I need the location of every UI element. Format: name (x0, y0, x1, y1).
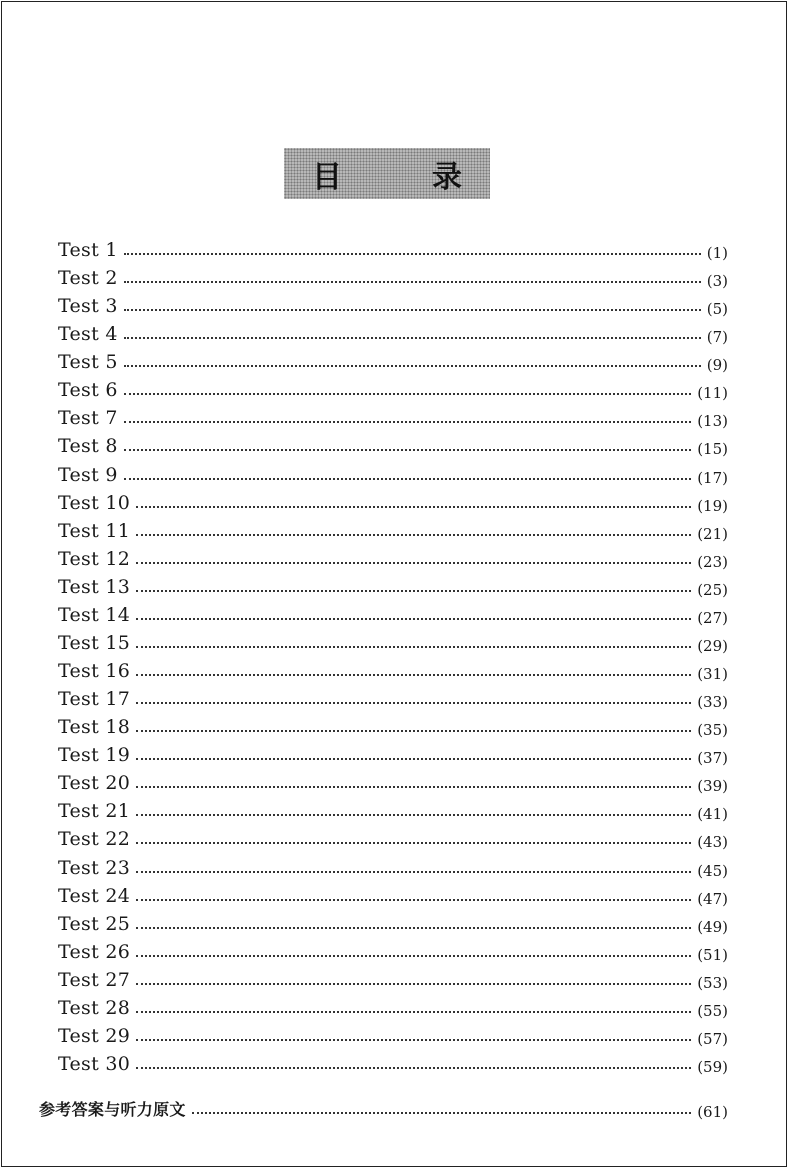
toc-leader-dots (124, 309, 701, 311)
toc-entry-page: (1) (706, 244, 728, 262)
toc-entry-page: (53) (697, 974, 728, 992)
toc-entry-page: (19) (697, 497, 728, 515)
toc-entry-label: Test 16 (58, 660, 131, 682)
toc-leader-dots (192, 1112, 692, 1114)
toc-leader-dots (136, 646, 691, 648)
toc-entry (58, 432, 728, 460)
toc-entry-label: Test 23 (58, 857, 131, 879)
toc-entry (58, 461, 728, 489)
toc-entry-label: Test 27 (58, 969, 131, 991)
toc-entry-label: Test 22 (58, 828, 131, 850)
toc-title: 目 录 (312, 159, 492, 195)
toc-entry (58, 292, 728, 320)
toc-leader-dots (136, 871, 691, 873)
toc-entry-page: (25) (697, 581, 728, 599)
toc-leader-dots (124, 365, 701, 367)
toc-entry-answers (39, 1095, 728, 1123)
toc-entry-page: (43) (697, 833, 728, 851)
toc-entry-label: Test 3 (58, 295, 118, 317)
toc-entry (58, 1050, 728, 1078)
toc-leader-dots (136, 1011, 691, 1013)
toc-leader-dots (136, 758, 691, 760)
toc-entry (58, 825, 728, 853)
toc-leader-dots (136, 1039, 691, 1041)
toc-entry-page: (23) (697, 553, 728, 571)
toc-entry (58, 489, 728, 517)
toc-entry (58, 938, 728, 966)
toc-entry-label: Test 21 (58, 800, 131, 822)
document-page (1, 1, 787, 1167)
toc-entry (58, 404, 728, 432)
toc-entry-label: Test 2 (58, 267, 118, 289)
toc-entry-label: Test 14 (58, 604, 131, 626)
toc-leader-dots (124, 253, 701, 255)
toc-entry-label: Test 11 (58, 520, 131, 542)
toc-entry (58, 236, 728, 264)
toc-entry-page: (33) (697, 693, 728, 711)
toc-entry-page: (29) (697, 637, 728, 655)
toc-entry-page: (35) (697, 721, 728, 739)
toc-entry-page: (11) (697, 384, 728, 402)
toc-entry (58, 1022, 728, 1050)
toc-entry-label: Test 1 (58, 239, 118, 261)
toc-entry-label: Test 10 (58, 492, 131, 514)
toc-leader-dots (136, 1067, 691, 1069)
toc-entry-label: Test 4 (58, 323, 118, 345)
toc-leader-dots (136, 730, 691, 732)
toc-entry-label: Test 19 (58, 744, 131, 766)
toc-entry-label: Test 28 (58, 997, 131, 1019)
toc-leader-dots (124, 337, 701, 339)
toc-leader-dots (136, 955, 691, 957)
toc-leader-dots (136, 534, 691, 536)
toc-entry-label: Test 24 (58, 885, 131, 907)
toc-entry-label: Test 29 (58, 1025, 131, 1047)
toc-entry (58, 348, 728, 376)
toc-entry (58, 376, 728, 404)
toc-entry-label: Test 6 (58, 379, 118, 401)
toc-leader-dots (136, 786, 691, 788)
toc-entry (58, 769, 728, 797)
toc-entry (58, 601, 728, 629)
toc-leader-dots (136, 899, 691, 901)
toc-leader-dots (136, 927, 691, 929)
toc-entry-page: (49) (697, 918, 728, 936)
toc-entry (58, 573, 728, 601)
toc-entry-page: (55) (697, 1002, 728, 1020)
toc-entry-page: (3) (706, 272, 728, 290)
toc-entry-label: Test 7 (58, 407, 118, 429)
toc-entry-label: Test 30 (58, 1053, 131, 1075)
toc-entry-page: (13) (697, 412, 728, 430)
toc-entry-label: Test 18 (58, 716, 131, 738)
toc-entry-page: (27) (697, 609, 728, 627)
toc-leader-dots (136, 674, 691, 676)
toc-entry (58, 797, 728, 825)
toc-entry-page: (17) (697, 469, 728, 487)
toc-entry-page: (9) (706, 356, 728, 374)
toc-leader-dots (124, 281, 701, 283)
toc-entry (58, 320, 728, 348)
toc-entry-label: Test 20 (58, 772, 131, 794)
toc-entry (58, 657, 728, 685)
toc-entry-page: (51) (697, 946, 728, 964)
toc-leader-dots (124, 478, 691, 480)
toc-leader-dots (124, 449, 691, 451)
toc-entry (58, 854, 728, 882)
toc-leader-dots (136, 814, 691, 816)
toc-entry (58, 629, 728, 657)
toc-entry (58, 517, 728, 545)
toc-entry-label: Test 15 (58, 632, 131, 654)
toc-entry (58, 966, 728, 994)
toc-entry-label: Test 9 (58, 464, 118, 486)
toc-entry (58, 545, 728, 573)
toc-entry-page: (47) (697, 890, 728, 908)
toc-leader-dots (136, 590, 691, 592)
toc-entry-label: Test 26 (58, 941, 131, 963)
toc-entry-page: (7) (706, 328, 728, 346)
toc-entry (58, 685, 728, 713)
toc-entry-label: Test 12 (58, 548, 131, 570)
toc-leader-dots (136, 983, 691, 985)
toc-entry-page: (39) (697, 777, 728, 795)
toc-entry-label: Test 13 (58, 576, 131, 598)
toc-entry-page: (37) (697, 749, 728, 767)
toc-entry-label: Test 25 (58, 913, 131, 935)
toc-entry-page: (21) (697, 525, 728, 543)
toc-entry-page: (59) (697, 1058, 728, 1076)
toc-leader-dots (136, 562, 691, 564)
toc-entry (58, 264, 728, 292)
toc-entry-label: Test 8 (58, 435, 118, 457)
toc-leader-dots (124, 393, 691, 395)
toc-entry (58, 882, 728, 910)
toc-entry-page: (15) (697, 440, 728, 458)
toc-entry-page: (45) (697, 862, 728, 880)
toc-leader-dots (136, 702, 691, 704)
toc-entry (58, 910, 728, 938)
toc-entry (58, 994, 728, 1022)
toc-entry (58, 741, 728, 769)
toc-entry-page: (31) (697, 665, 728, 683)
toc-leader-dots (136, 506, 691, 508)
toc-entry-label: Test 5 (58, 351, 118, 373)
toc-entry-page: (57) (697, 1030, 728, 1048)
toc-leader-dots (136, 618, 691, 620)
toc-leader-dots (136, 842, 691, 844)
toc-entry-label: 参考答案与听力原文 (39, 1100, 186, 1119)
toc-title-box (284, 148, 490, 199)
toc-entry-page: (61) (697, 1103, 728, 1121)
toc-entry-page: (5) (706, 300, 728, 318)
toc-entry-label: Test 17 (58, 688, 131, 710)
toc-entry-page: (41) (697, 805, 728, 823)
toc-entry (58, 713, 728, 741)
toc-leader-dots (124, 421, 691, 423)
